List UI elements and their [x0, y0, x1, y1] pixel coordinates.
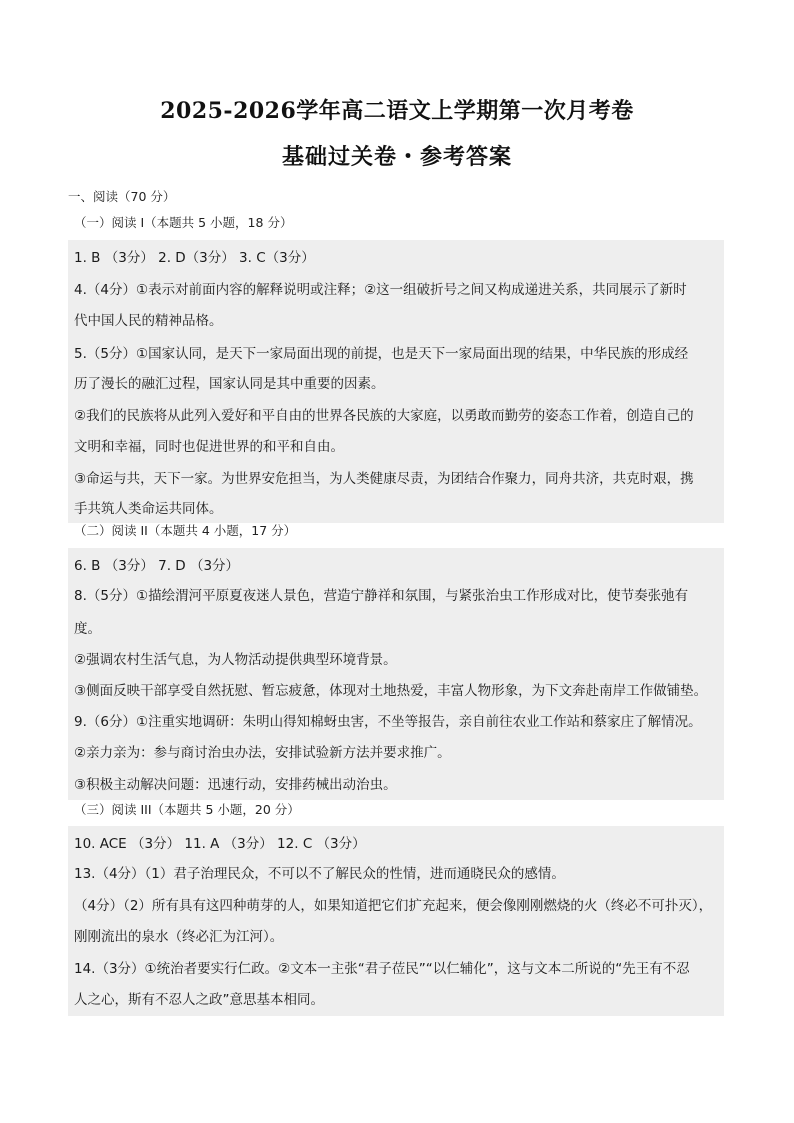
answer-line: 9.（6分）①注重实地调研：朱明山得知棉蚜虫害，不坐等报告，亲自前往农业工作站和蔡家庄了解情况。	[74, 714, 702, 730]
answer-line: 文明和幸福，同时也促进世界的和平和自由。	[74, 439, 344, 455]
section-heading: （二）阅读 II（本题共 4 小题，17 分）	[74, 523, 297, 538]
answer-line: 人之心，斯有不忍人之政”意思基本相同。	[74, 992, 324, 1008]
answer-line: ②我们的民族将从此列入爱好和平自由的世界各民族的大家庭，以勇敢而勤劳的姿态工作着，创造自己的	[74, 408, 694, 424]
answer-block	[68, 826, 724, 1016]
answer-line: 14.（3分）①统治者要实行仁政。②文本一主张“君子莅民”“以仁辅化”，这与文本二所说的“先王有不忍	[74, 961, 690, 977]
answer-line: 历了漫长的融汇过程，国家认同是其中重要的因素。	[74, 376, 385, 392]
answer-line: 代中国人民的精神品格。	[74, 313, 223, 329]
answer-line: （4分）（2）所有具有这四种萌芽的人，如果知道把它们扩充起来，便会像刚刚燃烧的火（终必不可扑灭），	[74, 898, 713, 914]
answer-block	[68, 548, 724, 800]
answer-line: ③侧面反映干部享受自然抚慰、暂忘疲惫，体现对土地热爱，丰富人物形象，为下文奔赴南岸工作做铺垫。	[74, 683, 708, 699]
answer-line: ②强调农村生活气息，为人物活动提供典型环境背景。	[74, 652, 397, 668]
section-heading: （三）阅读 III（本题共 5 小题，20 分）	[74, 802, 300, 817]
answer-line: 1. B （3分） 2. D（3分） 3. C（3分）	[74, 250, 315, 266]
answer-line: 6. B （3分） 7. D （3分）	[74, 558, 240, 574]
part-heading: 一、阅读（70 分）	[68, 189, 176, 204]
answer-line: 13.（4分）（1）君子治理民众，不可以不了解民众的性情，进而通晓民众的感情。	[74, 866, 565, 882]
page-subtitle: 基础过关卷・参考答案	[281, 144, 512, 170]
answer-line: ③命运与共，天下一家。为世界安危担当，为人类健康尽责，为团结合作聚力，同舟共济，共克时艰，携	[74, 471, 694, 487]
answer-line: 10. ACE （3分） 11. A （3分） 12. C （3分）	[74, 836, 366, 852]
section-heading: （一）阅读 I（本题共 5 小题，18 分）	[74, 215, 293, 230]
answer-line: 5.（5分）①国家认同，是天下一家局面出现的前提，也是天下一家局面出现的结果，中华民族的形成经	[74, 346, 689, 362]
page-title: 2025-2026学年高二语文上学期第一次月考卷	[160, 98, 634, 124]
answer-line: 刚刚流出的泉水（终必汇为江河）。	[74, 929, 284, 945]
answer-line: ③积极主动解决问题：迅速行动，安排药械出动治虫。	[74, 777, 397, 793]
answer-line: 4.（4分）①表示对前面内容的解释说明或注释；②这一组破折号之间又构成递进关系，共同展示了新时	[74, 282, 687, 298]
answer-line: ②亲力亲为：参与商讨治虫办法，安排试验新方法并要求推广。	[74, 745, 451, 761]
answer-block	[68, 240, 724, 523]
answer-line: 8.（5分）①描绘渭河平原夏夜迷人景色，营造宁静祥和氛围，与紧张治虫工作形成对比，使节奏张弛有	[74, 588, 689, 604]
answer-line: 度。	[74, 621, 101, 637]
answer-line: 手共筑人类命运共同体。	[74, 501, 223, 517]
